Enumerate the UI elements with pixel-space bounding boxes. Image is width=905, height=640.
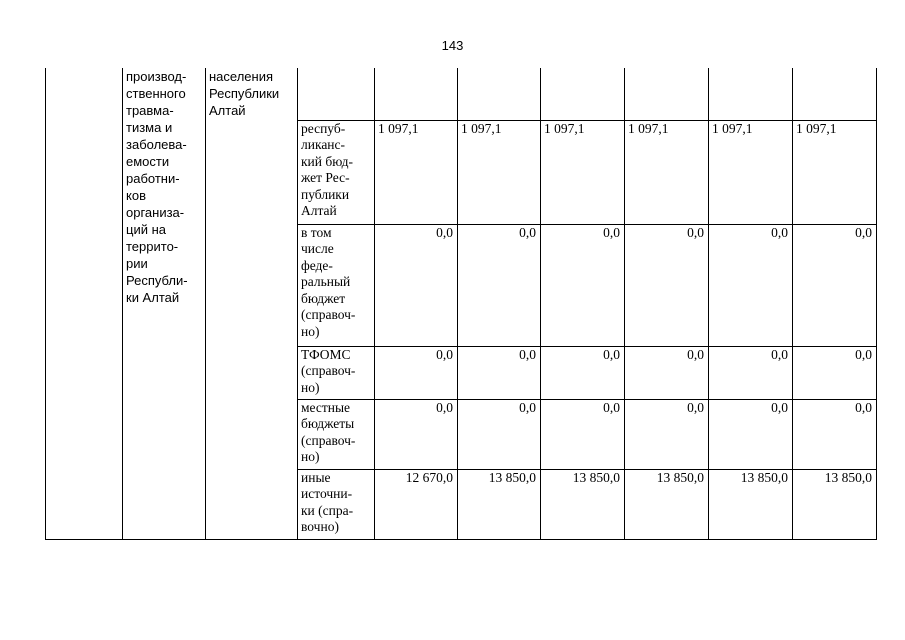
value-cell: 1 097,1 xyxy=(709,120,793,224)
funding-source-line: иные xyxy=(301,469,331,485)
funding-source-line: местные xyxy=(301,399,351,415)
funding-source-line: ликанс- xyxy=(301,137,346,152)
value-cell: 0,0 xyxy=(458,399,541,469)
funding-source-line: но) xyxy=(301,379,320,395)
funding-source-line: но) xyxy=(301,449,320,464)
funding-source-line: Алтай xyxy=(301,203,337,218)
value-cell: 0,0 xyxy=(458,224,541,346)
value-cell: 13 850,0 xyxy=(458,469,541,539)
funding-source-cell xyxy=(298,346,375,399)
value-cell: 0,0 xyxy=(541,346,625,399)
value-cell: 0,0 xyxy=(458,346,541,399)
value-cell xyxy=(793,68,877,120)
table-row xyxy=(46,68,877,120)
funding-source-line: феде- xyxy=(301,257,333,273)
measure-name-line: тизма и xyxy=(126,120,173,135)
measure-name-line: работни- xyxy=(126,171,180,186)
measure-name-line: ций на xyxy=(126,222,166,237)
funding-source-line: жет Рес- xyxy=(301,170,350,185)
value-cell: 13 850,0 xyxy=(793,469,877,539)
measure-name-line: организа- xyxy=(126,205,185,220)
funding-source-line: кий бюд- xyxy=(301,153,354,169)
funding-source-line: вочно) xyxy=(301,519,339,534)
value-cell: 0,0 xyxy=(709,399,793,469)
measure-name-cell xyxy=(123,68,206,539)
funding-source-line: (справоч- xyxy=(301,363,356,378)
value-cell: 0,0 xyxy=(709,224,793,346)
value-cell: 0,0 xyxy=(625,399,709,469)
funding-source-line: источни- xyxy=(301,486,353,501)
value-cell: 0,0 xyxy=(709,346,793,399)
value-cell xyxy=(625,68,709,120)
measure-name-line: Республи- xyxy=(126,273,188,288)
value-cell: 0,0 xyxy=(793,346,877,399)
row-number-cell xyxy=(46,68,123,539)
value-cell xyxy=(709,68,793,120)
value-cell: 1 097,1 xyxy=(458,120,541,224)
page-number: 143 xyxy=(441,38,464,53)
value-cell: 0,0 xyxy=(793,224,877,346)
measure-name-line: травма- xyxy=(126,103,174,118)
value-cell: 0,0 xyxy=(375,224,458,346)
measure-name-line: рии xyxy=(126,256,148,271)
value-cell xyxy=(458,68,541,120)
value-cell: 0,0 xyxy=(541,399,625,469)
funding-source-line: респуб- xyxy=(301,120,346,136)
value-cell: 1 097,1 xyxy=(793,120,877,224)
funding-source-line: ТФОМС xyxy=(301,346,351,362)
value-cell: 1 097,1 xyxy=(541,120,625,224)
value-cell xyxy=(541,68,625,120)
value-cell: 0,0 xyxy=(541,224,625,346)
measure-name-line: ки Алтай xyxy=(126,290,180,305)
measure-name-line: заболева- xyxy=(126,137,187,152)
value-cell: 12 670,0 xyxy=(375,469,458,539)
indicator-cell xyxy=(206,68,298,539)
funding-source-line: ральный xyxy=(301,274,351,289)
value-cell: 13 850,0 xyxy=(625,469,709,539)
value-cell: 0,0 xyxy=(375,399,458,469)
value-cell: 0,0 xyxy=(793,399,877,469)
funding-source-line: но) xyxy=(301,323,320,339)
funding-source-cell xyxy=(298,68,375,120)
value-cell: 1 097,1 xyxy=(625,120,709,224)
funding-source-cell xyxy=(298,399,375,469)
funding-source-line: числе xyxy=(301,241,334,256)
funding-source-line: публики xyxy=(301,186,350,202)
measure-name-line: производ- xyxy=(126,69,187,84)
indicator-line: Алтай xyxy=(209,103,246,118)
measure-name-line: ственного xyxy=(126,86,186,101)
funding-source-line: бюджеты xyxy=(301,416,355,431)
value-cell: 0,0 xyxy=(625,346,709,399)
funding-source-cell xyxy=(298,224,375,346)
indicator-line: Республики xyxy=(209,86,280,101)
measure-name-line: террито- xyxy=(126,239,179,254)
value-cell: 1 097,1 xyxy=(375,120,458,224)
value-cell: 13 850,0 xyxy=(709,469,793,539)
measure-name-line: емости xyxy=(126,154,170,169)
value-cell: 0,0 xyxy=(375,346,458,399)
indicator-line: населения xyxy=(209,69,274,84)
funding-source-line: в том xyxy=(301,224,332,240)
funding-source-line: бюджет xyxy=(301,290,346,306)
funding-source-cell xyxy=(298,469,375,539)
measure-name-line: ков xyxy=(126,188,146,203)
funding-source-line: ки (спра- xyxy=(301,502,354,518)
funding-source-line: (справоч- xyxy=(301,307,356,322)
funding-source-line: (справоч- xyxy=(301,432,356,448)
value-cell xyxy=(375,68,458,120)
value-cell: 0,0 xyxy=(625,224,709,346)
value-cell: 13 850,0 xyxy=(541,469,625,539)
funding-source-cell xyxy=(298,120,375,224)
budget-table xyxy=(45,68,877,540)
